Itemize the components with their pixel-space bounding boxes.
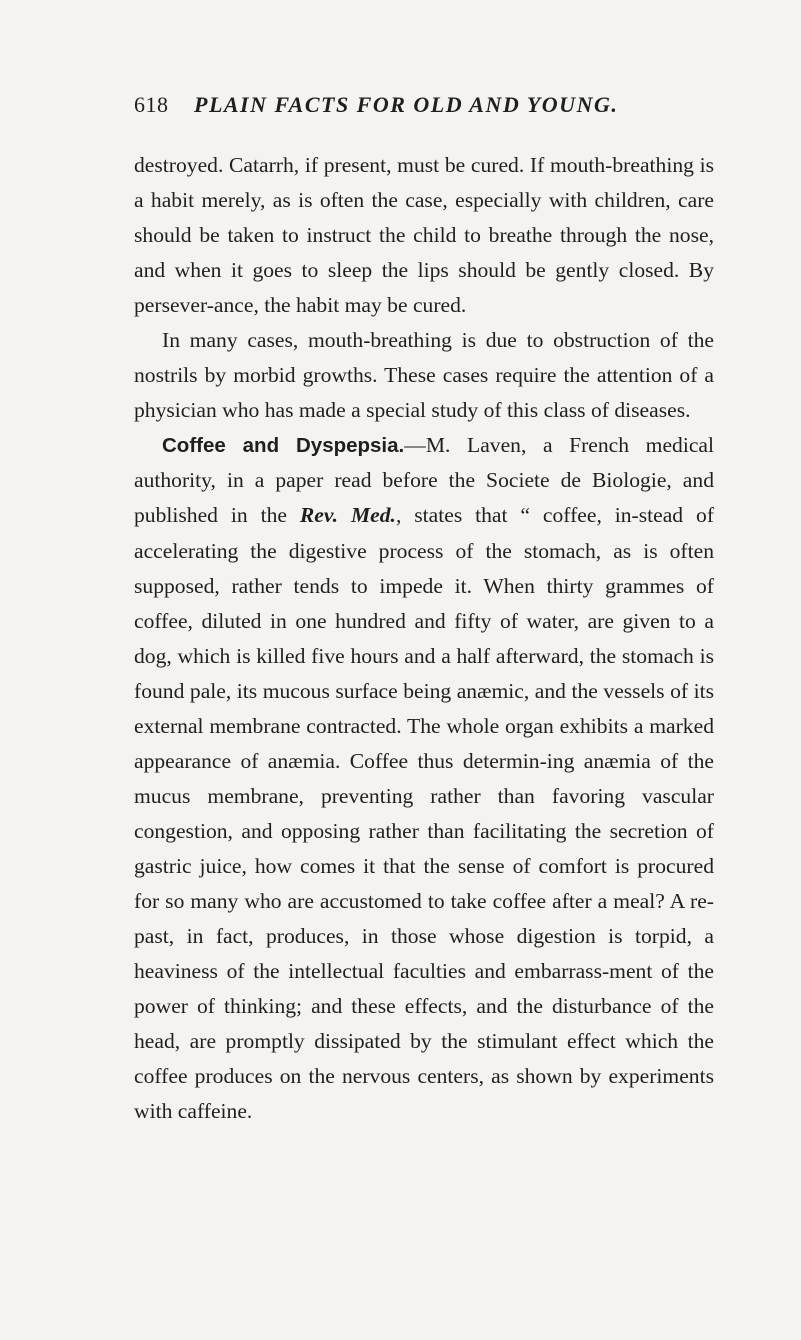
journal-citation: Rev. Med.: [299, 503, 396, 528]
section-heading-coffee-dyspepsia: Coffee and Dyspepsia.: [162, 434, 405, 458]
running-title: PLAIN FACTS FOR OLD AND YOUNG.: [194, 92, 619, 117]
paragraph-coffee-dyspepsia: [134, 428, 714, 1129]
paragraph-mouth-breathing-habit: destroyed. Catarrh, if present, must be cured. If mouth-breathing is a habit merely, as is often the case, especially with children, care should be taken to instruct the child to breathe through the nose, and when it goes to sleep the lips should be gently closed. By persever-ance, the habit may be cured.: [134, 153, 714, 318]
paragraph-text-before-citation: —M. Laven, a French medical authority, in a paper read before the Societe de Biologie, and published in the: [134, 433, 714, 528]
running-head: [134, 92, 714, 126]
paragraph-text-after-citation: , states that “ coffee, in-stead of accelerating the digestive process of the stomach, as is often supposed, rather tends to impede it. When thirty grammes of coffee, diluted in one hundred and fifty of water, are given to a dog, which is killed five hours and a half afterward, the stomach is found pale, its mucous surface being anæmic, and the vessels of its external membrane contracted. The whole organ exhibits a marked appearance of anæmia. Coffee thus determin-ing anæmia of the mucus membrane, preventing rather than favoring vascular congestion, and opposing rather than facilitating the secretion of gastric juice, how comes it that the sense of comfort is procured for so many who are accustomed to take coffee after a meal? A re-past, in fact, produces, in those whose digestion is torpid, a heaviness of the intellectual faculties and embarrass-ment of the power of thinking; and these effects, and the disturbance of the head, are promptly dissipated by the stimulant effect which the coffee produces on the nervous centers, as shown by experiments with caffeine.: [134, 503, 715, 1124]
page-number: 618: [134, 92, 169, 117]
paragraph-obstruction: In many cases, mouth-breathing is due to obstruction of the nostrils by morbid growths. These cases require the attention of a physician who has made a special study of this class of diseases.: [134, 328, 714, 423]
body-text: [134, 148, 714, 1129]
